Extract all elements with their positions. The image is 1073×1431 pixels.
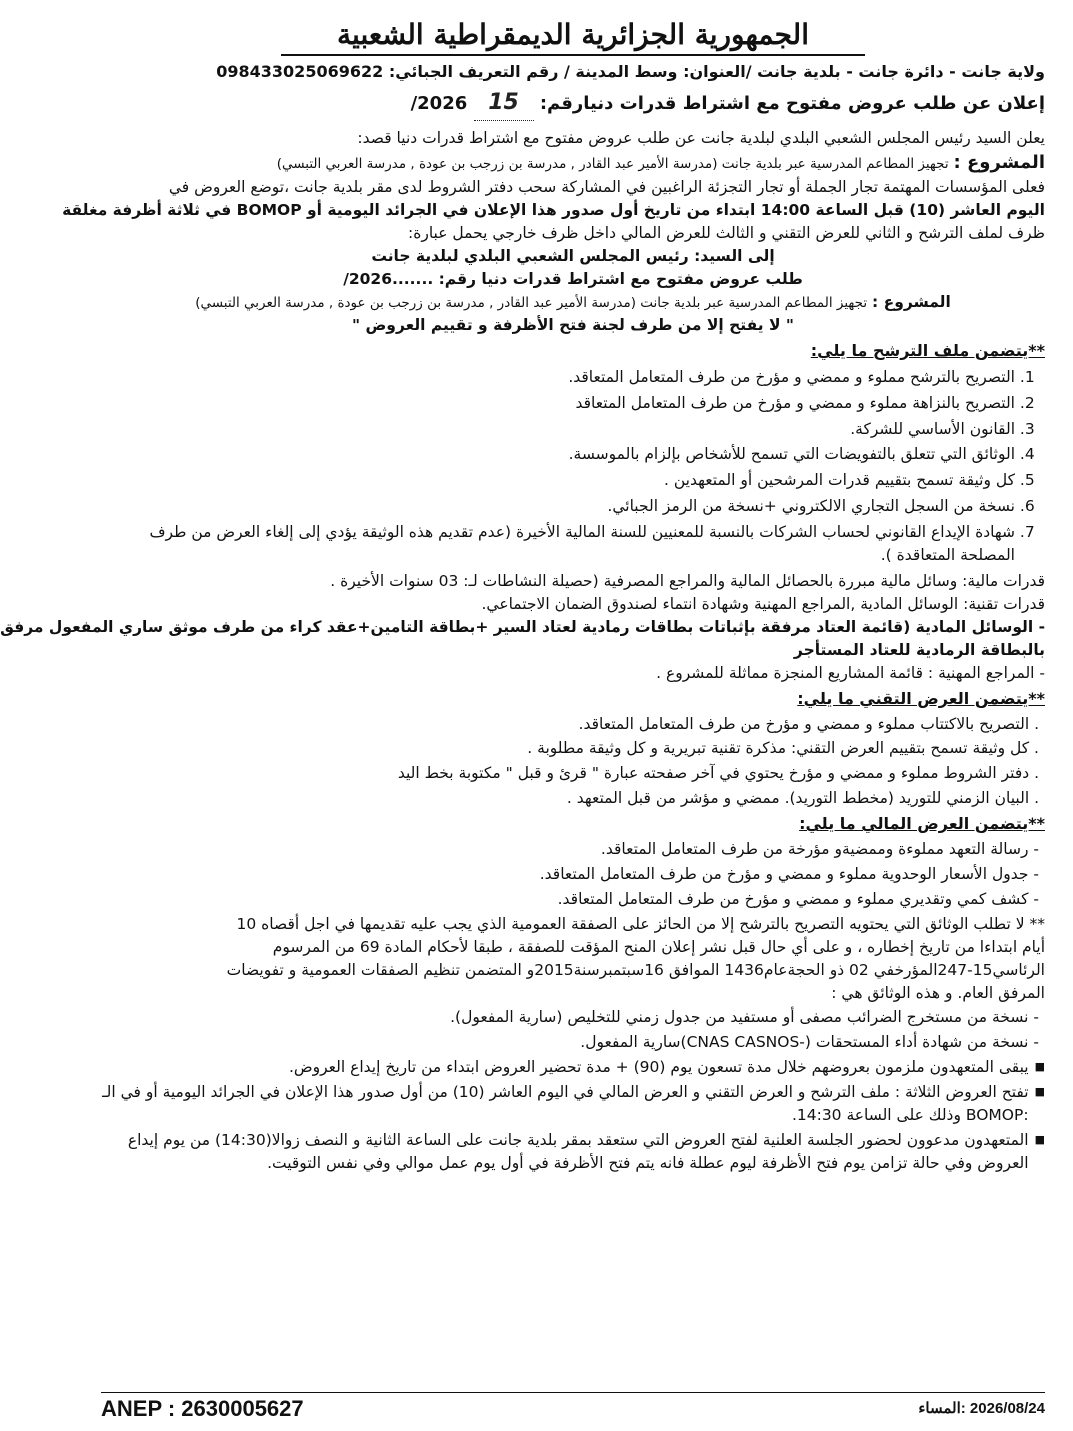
financial-offer-list [101, 838, 1045, 911]
envelope-warning: " لا يفتح إلا من طرف لجنة فتح الأظرفة و تقييم العروض " [351, 316, 794, 335]
list-item: ■ المتعهدون مدعوون لحضور الجلسة العلنية لفتح العروض التي ستعقد بمقر بلدية جانت على الساعة الثانية و النصف زوالا(14:30) من يوم إيداع العروض وفي حالة تزامن يوم فتح الأظرفة ليوم عطلة فانه يتم فتح الأظرفة في أول يوم عمل موالي وفي نفس التوقيت. [101, 1129, 1045, 1175]
note-line: ** لا تطلب الوثائق التي يحتويه التصريح بالترشح إلا من الحائز على الصفقة العمومية الذي يجب عليه تقديمها في اجل أقصاه 10 [236, 914, 1045, 933]
list-item: 1. التصريح بالترشح مملوء و ممضي و مؤرخ من طرف المتعامل المتعاقد. [101, 366, 1015, 389]
publication-date: 2026/08/24 :المساء [918, 1399, 1045, 1417]
body-line: فعلى المؤسسات المهتمة تجار الجملة أو تجار التجزئة الراغبين في المشاركة سحب دفتر الشروط لدى مقر بلدية جانت ،توضع العروض في [168, 178, 1045, 197]
list-item: - رسالة التعهد مملوءة وممضيةو مؤرخة من طرف المتعامل المتعاقد. [600, 839, 1039, 858]
financial-offer-title: **يتضمن العرض المالي ما يلي: [799, 814, 1045, 834]
bullet-icon: ■ [1034, 1060, 1045, 1074]
note-docs-list [101, 1006, 1045, 1054]
bullet-icon: ■ [1034, 1133, 1045, 1147]
body-paragraph [62, 176, 1045, 245]
technical-offer-title: **يتضمن العرض التقني ما يلي: [797, 688, 1045, 708]
notice-title [101, 87, 1045, 121]
material-means-cont: بالبطاقة الرمادية للعتاد المستأجر [793, 640, 1045, 659]
final-bullets [101, 1056, 1045, 1175]
anep-number: ANEP : 2630005627 [101, 1395, 304, 1421]
financial-capacity: قدرات مالية: وسائل مالية مبررة بالحصائل المالية والمراجع المصرفية (حصيلة النشاطات لـ: 03 سنوات الأخيرة . [330, 572, 1045, 591]
list-item: - كشف كمي وتقديري مملوء و ممضي و مؤرخ من طرف المتعامل المتعاقد. [557, 889, 1039, 908]
notice-year: 2026/ [410, 93, 468, 115]
note-line: الرئاسي15-247المؤرخفي 02 ذو الحجةعام1436 الموافق 16سبتمبرسنة2015و المتضمن تنظيم الصفقات العمومية و تفويضات [226, 960, 1045, 979]
list-item: . البيان الزمني للتوريد (مخطط التوريد). ممضي و مؤشر من قبل المتعهد . [566, 789, 1039, 808]
envelope-to: إلى السيد: رئيس المجلس الشعبي البلدي لبلدية جانت [371, 247, 775, 266]
list-item: - نسخة من شهادة أداء المستحقات (-CNAS CASNOS)سارية المفعول. [580, 1033, 1039, 1052]
material-means: - الوسائل المادية (قائمة العتاد مرفقة بإثباتات بطاقات رمادية لعتاد السير +بطاقة التامين+عقد كراء من طرف موثق ساري المفعول مرفق [0, 618, 1045, 637]
candidacy-title: **يتضمن ملف الترشح ما يلي: [810, 340, 1045, 360]
technical-capacity: قدرات تقنية: الوسائل المادية ,المراجع المهنية وشهادة انتماء لصندوق الضمان الاجتماعي. [481, 595, 1045, 614]
technical-offer-list [101, 713, 1045, 811]
list-item: 7. شهادة الإيداع القانوني لحساب الشركات بالنسبة للمعنيين للسنة المالية الأخيرة (عدم تقديم هذه الوثيقة يؤدي إلى إلغاء العرض من طرف المصلحة المتعاقدة ). [101, 521, 1015, 567]
list-item: . دفتر الشروط مملوء و ممضي و مؤرخ يحتوي في آخر صفحته عبارة " قرئ و قبل " مكتوبة بخط اليد [397, 764, 1039, 783]
envelope-project [101, 291, 1045, 314]
bullet-icon: ■ [1034, 1085, 1045, 1099]
professional-references: - المراجع المهنية : قائمة المشاريع المنجزة مماثلة للمشروع . [656, 663, 1045, 682]
body-line: اليوم العاشر (10) قبل الساعة 14:00 ابتداء من تاريخ أول صدور هذا الإعلان في الجرائد اليومية أو BOMOP في ثلاثة أظرفة مغلقة [62, 201, 1045, 220]
footer [101, 1392, 1045, 1425]
project-line [101, 150, 1045, 177]
list-item: 2. التصريح بالنزاهة مملوء و ممضي و مؤرخ من طرف المتعامل المتعاقد [101, 392, 1015, 415]
republic-title: الجمهورية الجزائرية الديمقراطية الشعبية [281, 18, 865, 56]
list-item: . كل وثيقة تسمح بتقييم العرض التقني: مذكرة تقنية تبريرية و كل وثيقة مطلوبة . [527, 739, 1039, 758]
municipality-info: ولاية جانت - دائرة جانت - بلدية جانت /العنوان: وسط المدينة / رقم التعريف الجبائي: 098433025069622 [216, 61, 1045, 81]
project-text: تجهيز المطاعم المدرسية عبر بلدية جانت (مدرسة الأمير عبد القادر , مدرسة بن زرجب بن عودة , مدرسة العربي التبسي) [276, 155, 949, 172]
project-label: المشروع : [953, 151, 1045, 173]
envelope-project-text: تجهيز المطاعم المدرسية عبر بلدية جانت (مدرسة الأمير عبد القادر , مدرسة بن زرجب بن عودة , مدرسة العربي التبسي) [195, 295, 868, 312]
note-line: المرفق العام. و هذه الوثائق هي : [831, 983, 1045, 1002]
envelope-request: طلب عروض مفتوح مع اشتراط قدرات دنيا رقم: .......2026/ [343, 270, 803, 289]
list-item: . التصريح بالاكتتاب مملوء و ممضي و مؤرخ من طرف المتعامل المتعاقد. [578, 714, 1039, 733]
intro-text: يعلن السيد رئيس المجلس الشعبي البلدي لبلدية جانت عن طلب عروض مفتوح مع اشتراط قدرات دنيا قصد: [357, 128, 1045, 147]
notice-prefix: إعلان عن طلب عروض مفتوح مع اشتراط قدرات دنيارقم: [539, 93, 1045, 115]
note-paragraph [101, 913, 1045, 1005]
body-line: ظرف لملف الترشح و الثاني للعرض التقني و الثالث للعرض المالي داخل ظرف خارجي يحمل عبارة: [408, 224, 1045, 243]
list-item: - جدول الأسعار الوحدوية مملوء و ممضي و مؤرخ من طرف المتعامل المتعاقد. [539, 864, 1039, 883]
list-item: 5. كل وثيقة تسمح بتقييم قدرات المرشحين أو المتعهدين . [101, 469, 1015, 492]
list-item: 4. الوثائق التي تتعلق بالتفويضات التي تسمح للأشخاص بإلزام بالموسسة. [101, 443, 1015, 466]
note-line: أيام ابتداءا من تاريخ إخطاره ، و على أي حال قبل نشر إعلان المنح المؤقت للصفقة ، طبقا لأحكام المادة 69 من المرسوم [272, 937, 1045, 956]
list-item: - نسخة من مستخرج الضرائب مصفى أو مستفيد من جدول زمني للتخليص (سارية المفعول). [450, 1008, 1039, 1027]
list-item: 3. القانون الأساسي للشركة. [101, 418, 1015, 441]
list-item: ■ تفتح العروض الثلاثة : ملف الترشح و العرض التقني و العرض المالي في اليوم العاشر (10) من أول صدور هذا الإعلان في الجرائد اليومية أو في الـ :BOMOP وذلك على الساعة 14:30. [101, 1081, 1045, 1127]
notice-number: 15 [474, 87, 534, 121]
list-item: ■ يبقى المتعهدون ملزمون بعروضهم خلال مدة تسعون يوم (90) + مدة تحضير العروض ابتداء من تاريخ إيداع العروض. [101, 1056, 1045, 1079]
candidacy-list [101, 366, 1045, 568]
list-item: 6. نسخة من السجل التجاري الالكتروني +نسخة من الرمز الجبائي. [101, 495, 1015, 518]
envelope-project-label: المشروع : [872, 293, 951, 312]
